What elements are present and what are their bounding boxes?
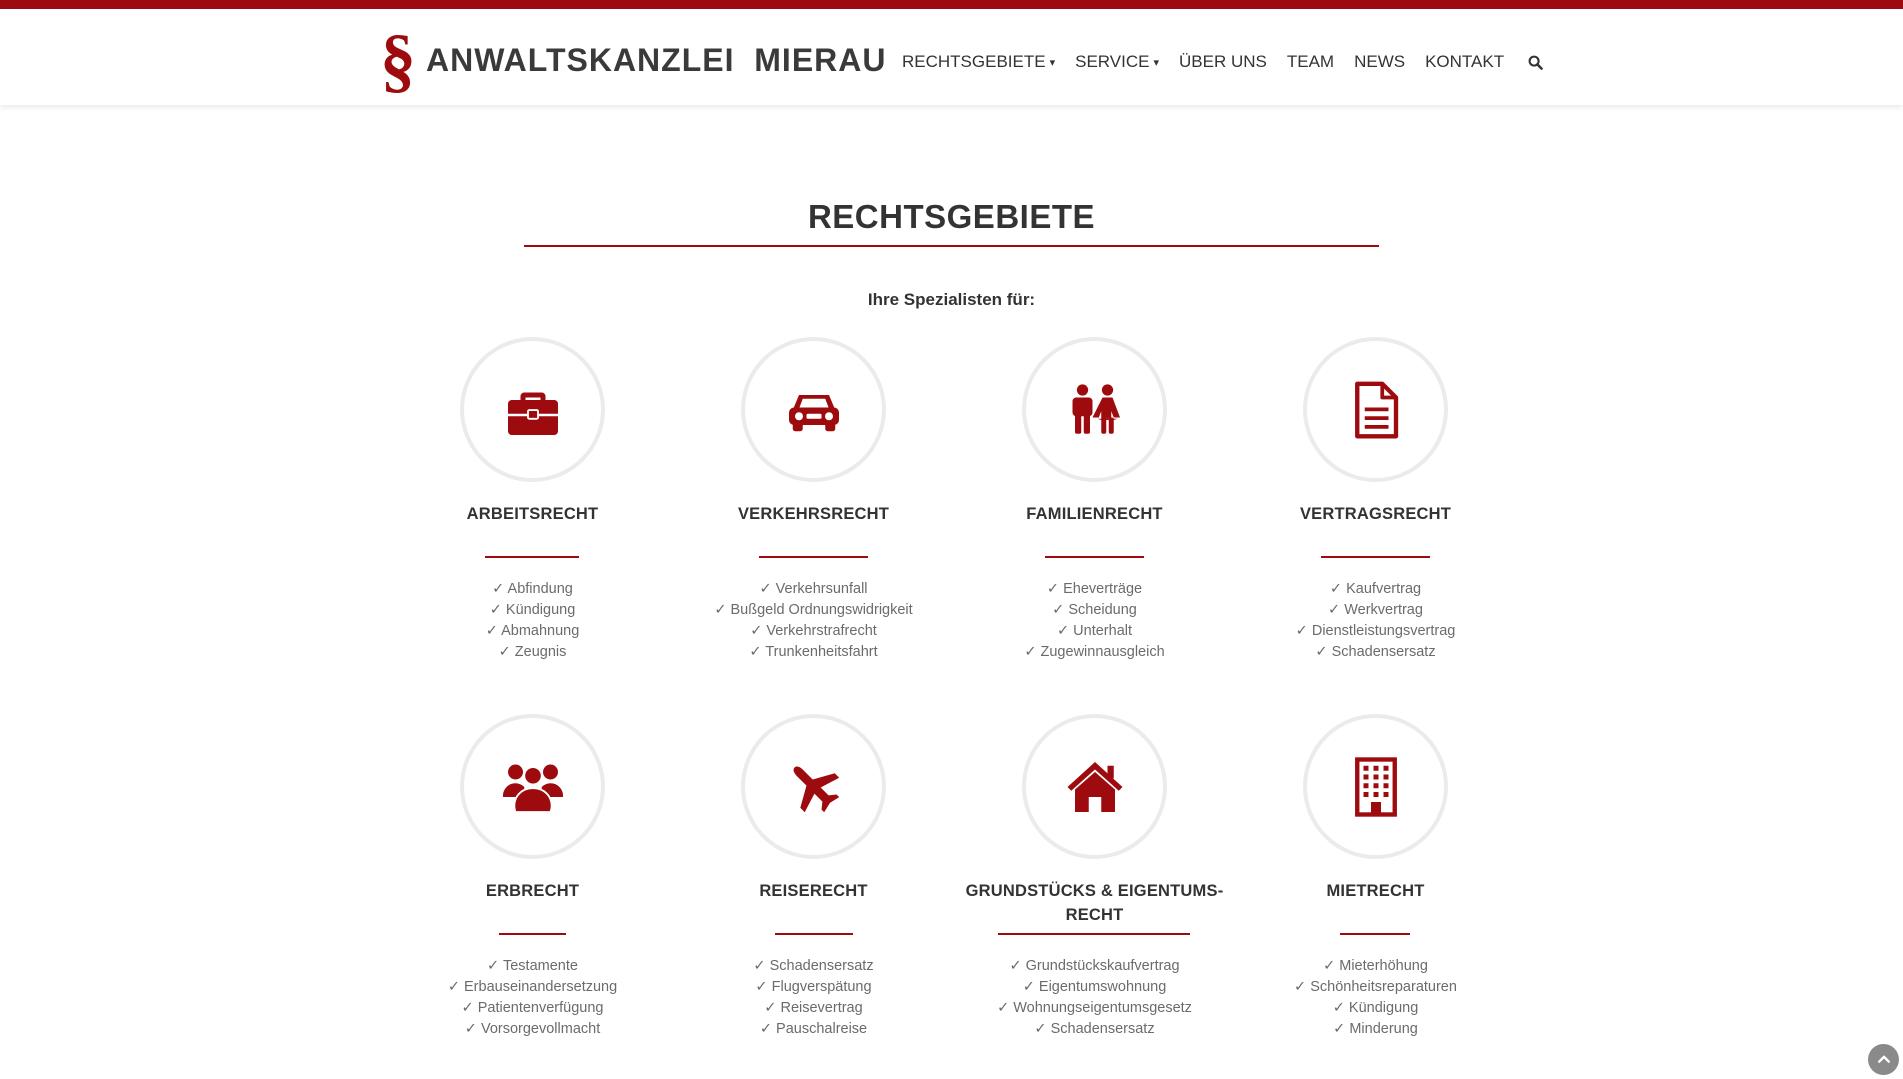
check-icon: ✓: [1056, 623, 1070, 639]
list-item-label: Schönheitsreparaturen: [1310, 979, 1457, 995]
check-icon: ✓: [447, 979, 460, 995]
list-item: [673, 621, 954, 642]
nav-item-team[interactable]: [1287, 52, 1334, 72]
check-icon: ✓: [759, 1021, 773, 1037]
search-icon[interactable]: [1524, 51, 1546, 73]
check-icon: ✓: [1328, 602, 1341, 618]
nav-label: KONTAKT: [1425, 52, 1505, 71]
list-item-label: Mieterhöhung: [1339, 958, 1428, 974]
check-icon: ✓: [489, 602, 502, 618]
list-item-label: Patientenverfügung: [477, 1000, 604, 1016]
area-title: VERTRAGSRECHT: [1299, 505, 1452, 523]
list-item: [1235, 621, 1516, 642]
caret-down-icon: ▾: [1153, 56, 1159, 69]
list-item-label: Zeugnis: [514, 644, 567, 660]
area-divider: [1321, 556, 1430, 558]
check-icon: ✓: [1295, 623, 1308, 639]
list-item-label: Kündigung: [505, 602, 576, 618]
check-icon: ✓: [1046, 581, 1060, 597]
list-item-label: Kündigung: [1348, 1000, 1419, 1016]
area-list: [673, 956, 954, 1040]
nav-label: RECHTSGEBIETE: [902, 52, 1046, 71]
list-item: [1235, 956, 1516, 977]
area-icon-circle[interactable]: [1303, 714, 1448, 859]
car-icon: [784, 380, 844, 440]
area-title-line: GRUNDSTÜCKS & EIGENTUMS-: [965, 882, 1224, 900]
list-item: [673, 642, 954, 663]
area-list: [1235, 579, 1516, 663]
logo-text: ANWALTSKANZLEI MIERAU: [426, 41, 887, 78]
top-accent-bar: [0, 0, 1903, 9]
nav-label: NEWS: [1354, 52, 1406, 71]
plane-icon: [784, 757, 844, 817]
area-list: [954, 956, 1235, 1040]
nav-label: SERVICE: [1075, 52, 1150, 71]
list-item: [954, 1019, 1235, 1040]
check-icon: ✓: [753, 958, 766, 974]
list-item-label: Erbauseinandersetzung: [464, 979, 618, 995]
check-icon: ✓: [1315, 644, 1328, 660]
document-icon: [1346, 380, 1406, 440]
area-divider: [1340, 933, 1410, 935]
check-icon: ✓: [1052, 602, 1065, 618]
section-subtitle: Ihre Spezialisten für:: [867, 290, 1036, 309]
list-item: [673, 600, 954, 621]
list-item-label: Minderung: [1349, 1021, 1418, 1037]
area-icon-circle[interactable]: [460, 337, 605, 482]
list-item: [954, 642, 1235, 663]
list-item: [392, 579, 673, 600]
list-item: [1235, 998, 1516, 1019]
list-item: [954, 977, 1235, 998]
nav-item-rechtsgebiete[interactable]: [902, 52, 1055, 72]
area-divider: [1045, 556, 1144, 558]
area-icon-circle[interactable]: [1303, 337, 1448, 482]
area-list: [954, 579, 1235, 663]
list-item-label: Testamente: [502, 958, 578, 974]
main-nav: [902, 51, 1546, 73]
list-item-label: Unterhalt: [1073, 623, 1133, 639]
list-item: [954, 600, 1235, 621]
check-icon: ✓: [1009, 958, 1022, 974]
list-item-label: Pauschalreise: [776, 1021, 868, 1037]
area-icon-circle[interactable]: [1022, 714, 1167, 859]
scroll-to-top-button[interactable]: [1868, 1044, 1899, 1075]
title-divider: [524, 245, 1379, 247]
check-icon: ✓: [749, 644, 762, 660]
list-item-label: Zugewinnausgleich: [1040, 644, 1165, 660]
list-item-label: Dienstleistungsvertrag: [1311, 623, 1456, 639]
nav-item-service[interactable]: [1075, 52, 1159, 72]
home-icon: [1065, 757, 1125, 817]
list-item: [392, 621, 673, 642]
nav-item-news[interactable]: [1354, 52, 1405, 72]
check-icon: ✓: [750, 623, 763, 639]
list-item-label: Verkehrsunfall: [775, 581, 868, 597]
area-divider: [485, 556, 579, 558]
briefcase-icon: [503, 380, 563, 440]
list-item: [392, 1019, 673, 1040]
list-item: [1235, 642, 1516, 663]
area-list: [1235, 956, 1516, 1040]
building-icon: [1346, 757, 1406, 817]
check-icon: ✓: [498, 644, 511, 660]
paragraph-logo-icon: §: [380, 20, 416, 100]
list-item-label: Flugverspätung: [771, 979, 872, 995]
list-item-label: Vorsorgevollmacht: [480, 1021, 601, 1037]
group-icon: [503, 757, 563, 817]
check-icon: ✓: [1024, 644, 1037, 660]
check-icon: ✓: [1323, 958, 1336, 974]
list-item: [392, 956, 673, 977]
check-icon: ✓: [714, 602, 727, 618]
nav-item-ueber-uns[interactable]: [1179, 52, 1267, 72]
check-icon: ✓: [755, 979, 768, 995]
check-icon: ✓: [1332, 1000, 1345, 1016]
list-item-label: Abfindung: [507, 581, 573, 597]
list-item: [392, 642, 673, 663]
nav-label: TEAM: [1286, 52, 1335, 71]
family-icon: [1065, 380, 1125, 440]
list-item-label: Wohnungseigentumsgesetz: [1013, 1000, 1192, 1016]
area-title: ARBEITSRECHT: [466, 505, 599, 523]
area-title: VERKEHRSRECHT: [737, 505, 890, 523]
area-title: MIETRECHT: [1326, 882, 1425, 900]
area-divider: [775, 933, 853, 935]
list-item: [392, 977, 673, 998]
list-item: [954, 956, 1235, 977]
check-icon: ✓: [1329, 581, 1343, 597]
list-item-label: Bußgeld Ordnungswidrigkeit: [730, 602, 913, 618]
list-item-label: Schadensersatz: [769, 958, 874, 974]
check-icon: ✓: [464, 1021, 477, 1037]
list-item: [1235, 977, 1516, 998]
check-icon: ✓: [1022, 979, 1035, 995]
area-divider: [998, 933, 1190, 935]
list-item: [1235, 600, 1516, 621]
site-logo[interactable]: [380, 20, 887, 100]
list-item: [1235, 579, 1516, 600]
list-item-label: Eheverträge: [1063, 581, 1143, 597]
area-title-line: RECHT: [1065, 906, 1124, 924]
check-icon: ✓: [492, 581, 505, 597]
list-item: [673, 998, 954, 1019]
list-item: [1235, 1019, 1516, 1040]
caret-down-icon: ▾: [1049, 56, 1056, 69]
list-item-label: Scheidung: [1068, 602, 1137, 618]
check-icon: ✓: [997, 1000, 1010, 1016]
list-item: [673, 956, 954, 977]
check-icon: ✓: [1294, 979, 1307, 995]
area-list: [392, 579, 673, 663]
area-title: ERBRECHT: [485, 882, 580, 900]
list-item: [673, 1019, 954, 1040]
area-icon-circle[interactable]: [1022, 337, 1167, 482]
area-list: [392, 956, 673, 1040]
nav-item-kontakt[interactable]: [1425, 52, 1504, 72]
list-item: [954, 579, 1235, 600]
area-title: FAMILIENRECHT: [1026, 505, 1163, 523]
area-divider: [499, 933, 566, 935]
area-icon-circle[interactable]: [741, 714, 886, 859]
area-title: REISERECHT: [759, 882, 868, 900]
list-item: [954, 998, 1235, 1019]
area-icon-circle[interactable]: [741, 337, 886, 482]
check-icon: ✓: [461, 1000, 474, 1016]
check-icon: ✓: [487, 958, 500, 974]
list-item-label: Schadensersatz: [1050, 1021, 1155, 1037]
site-header: [0, 9, 1903, 105]
list-item-label: Eigentumswohnung: [1038, 979, 1167, 995]
list-item: [673, 579, 954, 600]
list-item-label: Abmahnung: [501, 623, 580, 639]
list-item-label: Verkehrstrafrecht: [766, 623, 877, 639]
nav-label: ÜBER UNS: [1178, 52, 1267, 71]
check-icon: ✓: [759, 581, 772, 597]
check-icon: ✓: [485, 623, 498, 639]
area-list: [673, 579, 954, 663]
area-title: [954, 879, 1235, 927]
list-item-label: Schadensersatz: [1331, 644, 1436, 660]
section-title: RECHTSGEBIETE: [807, 198, 1096, 235]
list-item: [954, 621, 1235, 642]
list-item: [392, 998, 673, 1019]
list-item-label: Kaufvertrag: [1346, 581, 1422, 597]
list-item-label: Trunkenheitsfahrt: [765, 644, 878, 660]
check-icon: ✓: [1333, 1021, 1346, 1037]
list-item-label: Grundstückskaufvertrag: [1025, 958, 1180, 974]
list-item-label: Werkvertrag: [1344, 602, 1423, 618]
chevron-up-icon: [1876, 1052, 1892, 1068]
check-icon: ✓: [1034, 1021, 1047, 1037]
area-icon-circle[interactable]: [460, 714, 605, 859]
area-divider: [759, 556, 868, 558]
list-item: [673, 977, 954, 998]
list-item-label: Reisevertrag: [780, 1000, 863, 1016]
check-icon: ✓: [764, 1000, 777, 1016]
list-item: [392, 600, 673, 621]
